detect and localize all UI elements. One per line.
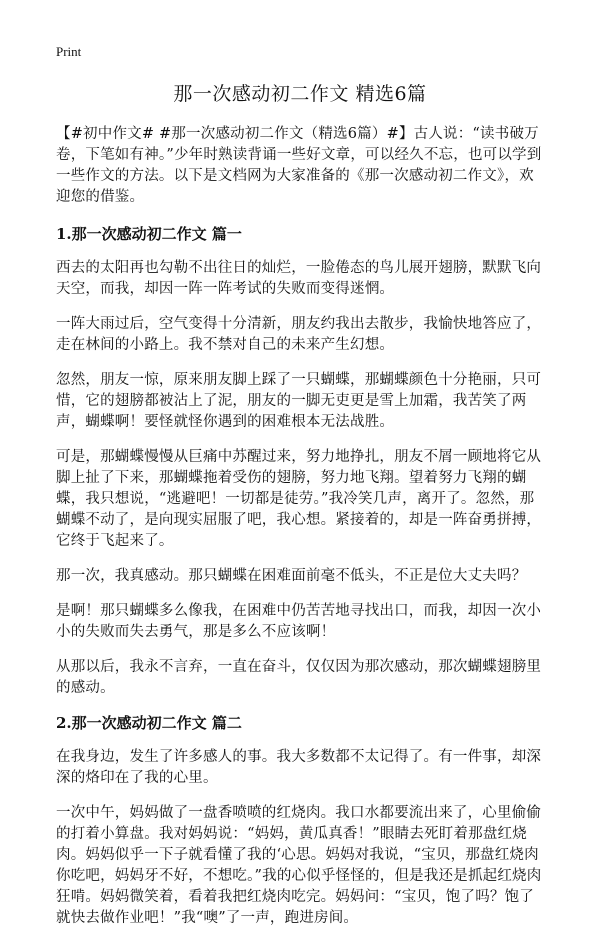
paragraph: 一次中午，妈妈做了一盘香喷喷的红烧肉。我口水都要流出来了，心里偷偷的打着小算盘。我对妈妈说：“妈妈，黄瓜真香！”眼睛去死盯着那盘红烧肉。妈妈似乎一下子就看懂了我的‘心思。妈妈对我说，“宝贝，那盘红烧肉你吃吧，妈妈牙不好，不想吃。”我的心似乎怪怪的，但是我还是抓起红烧肉狂啃。妈妈微笑着，看着我把红烧肉吃完。妈妈问：“宝贝，饱了吗？饱了就快去做作业吧！”我“噢”了一声，跑进房间。 (56, 805, 542, 926)
intro-paragraph: 【#初中作文# #那一次感动初二作文（精选6篇）#】古人说：“读书破万卷，下笔如有神。”少年时熟读背诵一些好文章，可以经久不忘，也可以学到一些作文的方法。以下是文档网为大家准备的《那一次感动初二作文》，欢迎您的借鉴。 (56, 126, 542, 205)
paragraph: 在我身边，发生了许多感人的事。我大多数都不太记得了。有一件事，却深深的烙印在了我的心里。 (56, 749, 542, 786)
paragraph: 是啊！那只蝴蝶多么像我，在困难中仍苦苦地寻找出口，而我，却因一次小小的失败而失去勇气，那是多么不应该啊！ (56, 603, 542, 640)
paragraph: 一阵大雨过后，空气变得十分清新，朋友约我出去散步，我愉快地答应了，走在林间的小路上。我不禁对自己的未来产生幻想。 (56, 316, 542, 353)
section-2 (56, 713, 544, 929)
page-title: 那一次感动初二作文 精选6篇 (173, 83, 427, 105)
paragraph: 可是，那蝴蝶慢慢从巨痛中苏醒过来，努力地挣扎，朋友不屑一顾地将它从脚上扯了下来，那蝴蝶拖着受伤的翅膀，努力地飞翔。望着努力飞翔的蝴蝶，我只想说，“逃避吧！一切都是徒劳。”我冷笑几声，离开了。忽然，那蝴蝶不动了，是向现实屈服了吧，我心想。紧接着的，却是一阵奋勇拼搏，它终于飞起来了。 (56, 449, 542, 549)
paragraph: 那一次，我真感动。那只蝴蝶在困难面前毫不低头，不正是位大丈夫吗？ (56, 568, 527, 584)
print-link[interactable]: Print (56, 44, 82, 59)
paragraph: 忽然，朋友一惊，原来朋友脚上踩了一只蝴蝶，那蝴蝶颜色十分艳丽，只可惜，它的翅膀都被沾上了泥，朋友的一脚无吏更是雪上加霜，我苦笑了两声，蝴蝶啊！要怪就怪你遇到的困难根本无法战胜。 (56, 372, 542, 430)
section-1 (56, 224, 544, 699)
section-heading: 1.那一次感动初二作文 篇一 (56, 225, 242, 243)
paragraph: 西去的太阳再也勾勒不出往日的灿烂，一脸倦态的鸟儿展开翅膀，默默飞向天空，而我，却因一阵一阵考试的失败而变得迷惘。 (56, 260, 542, 297)
section-heading: 2.那一次感动初二作文 篇二 (56, 714, 242, 732)
paragraph: 从那以后，我永不言弃，一直在奋斗，仅仅因为那次感动，那次蝴蝶翅膀里的感动。 (56, 659, 542, 696)
